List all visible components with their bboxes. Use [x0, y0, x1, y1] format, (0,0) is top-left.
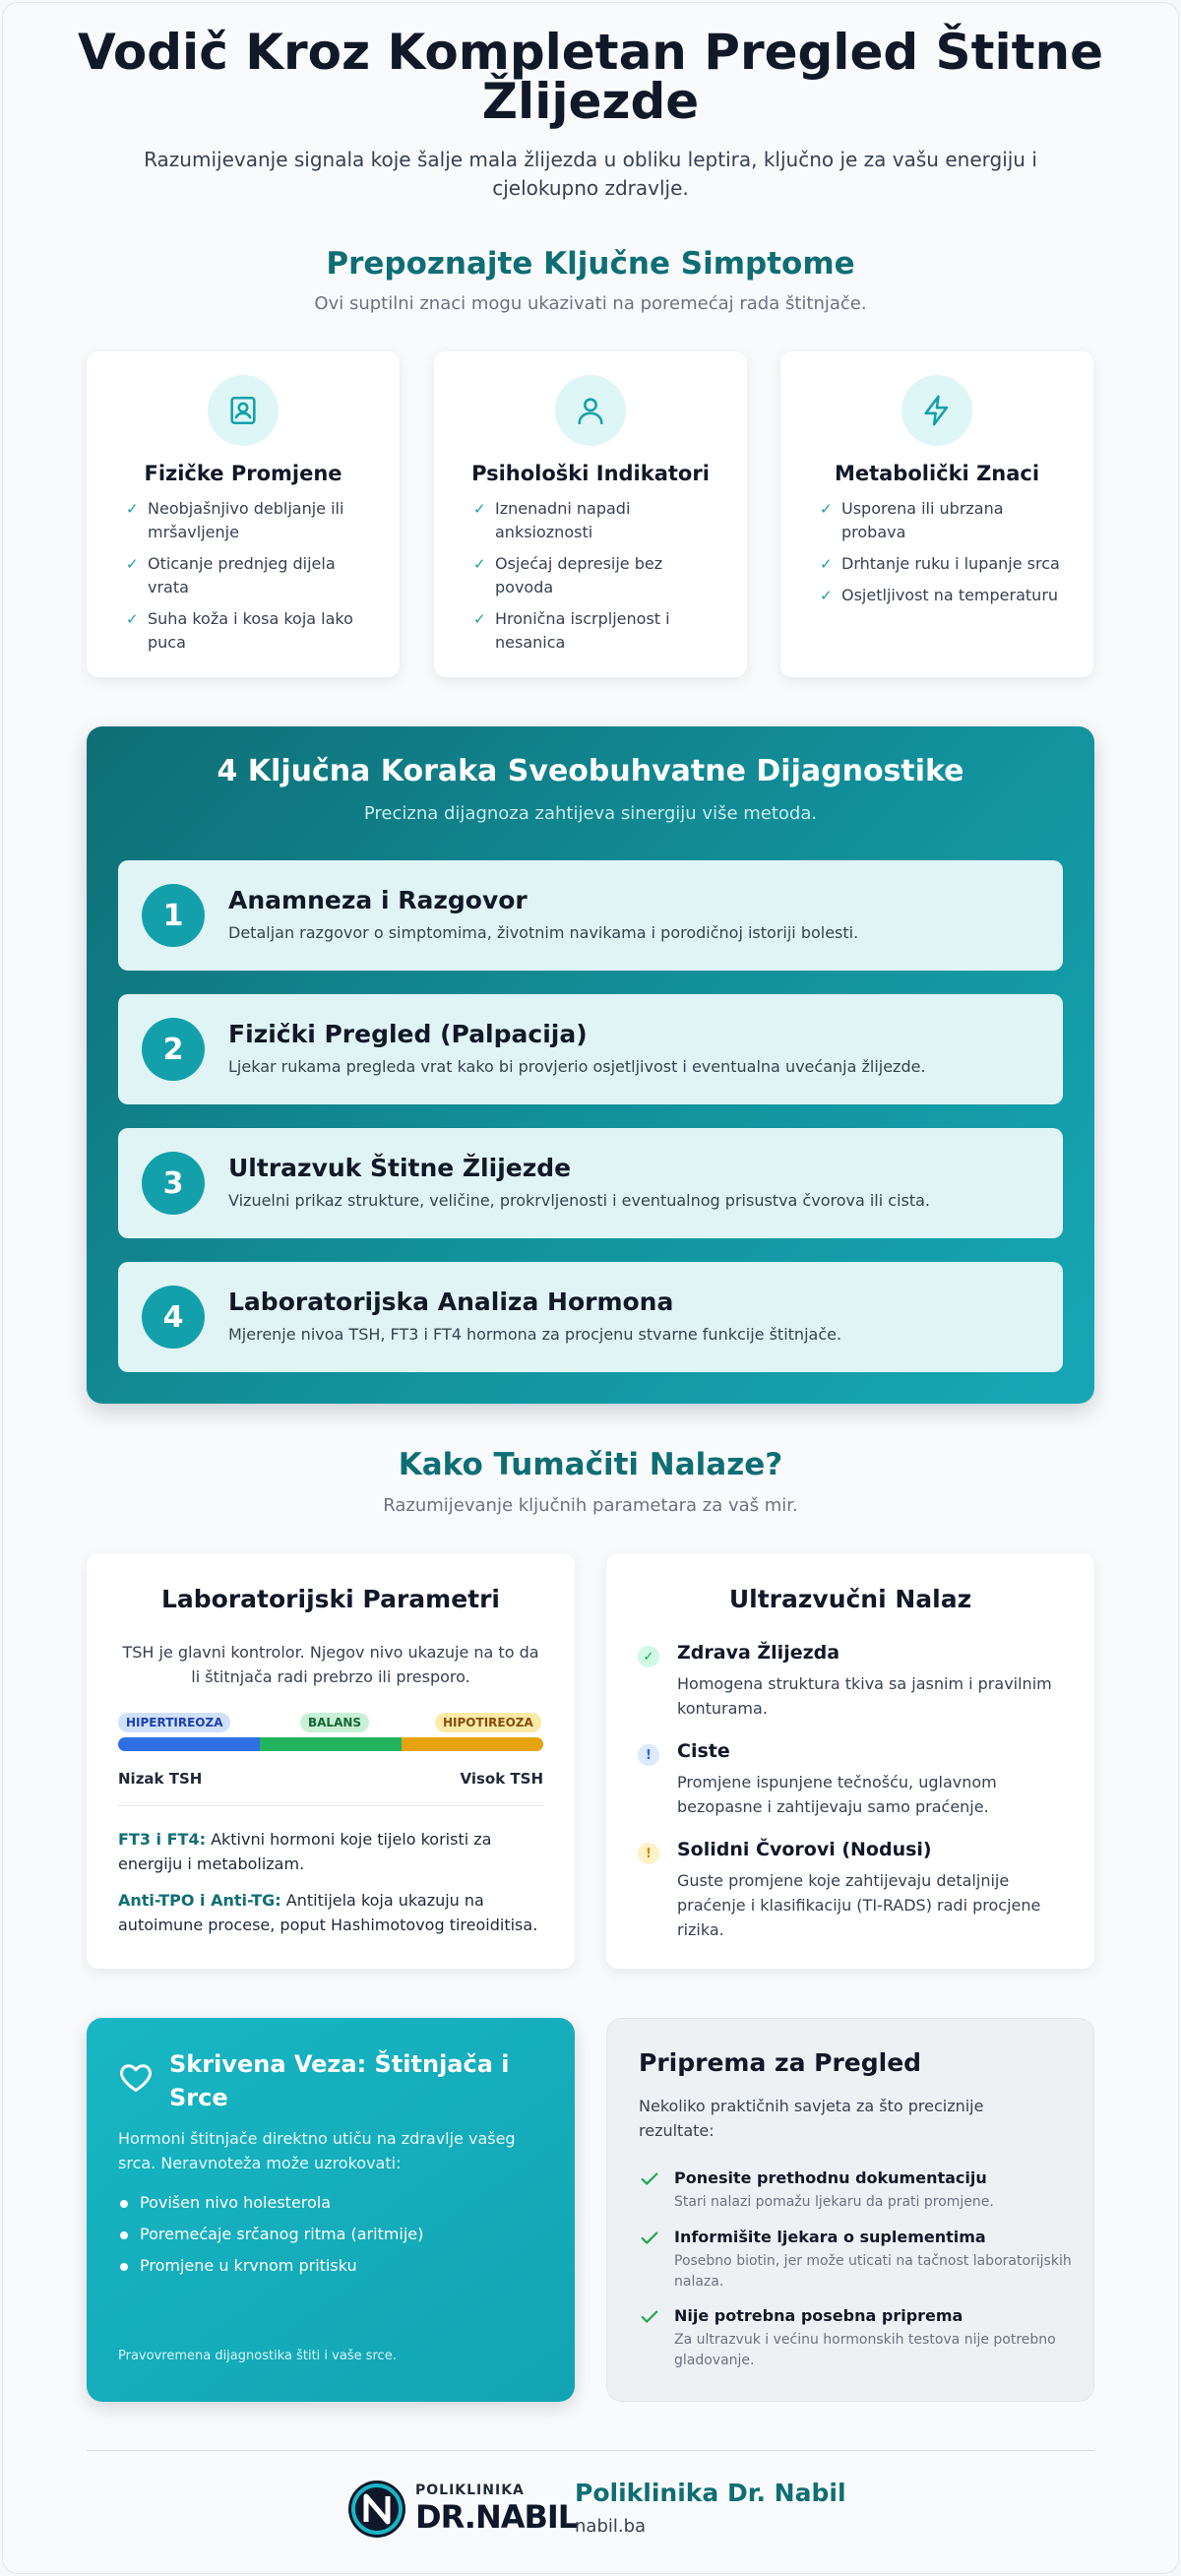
list-item: ✓ Usporena ili ubrzana probava [820, 499, 1004, 541]
list-item: Povišen nivo holesterola [118, 2187, 423, 2219]
step-card [118, 860, 1063, 971]
step-number: 3 [142, 1152, 205, 1215]
check-icon: ✓ [820, 500, 833, 518]
footer-divider [87, 2450, 1094, 2451]
prep-item-desc: Stari nalazi pomažu ljekaru da prati promjene. [674, 2194, 994, 2210]
lab-intro: TSH je glavni kontrolor. Njegov nivo ukazuje na to da li štitnjača radi prebrzo ili presporo. [122, 1643, 539, 1686]
step-number: 4 [142, 1286, 205, 1349]
check-icon: ✓ [126, 610, 139, 628]
symptom-card-physical [87, 351, 400, 677]
heart-icon [118, 2059, 154, 2095]
ultrasound-item-desc: Guste promjene koje zahtijevaju detaljnije praćenje i klasifikaciju (TI-RADS) radi procjene rizika. [677, 1871, 1041, 1939]
symptom-card-psychological [434, 351, 747, 677]
step-card [118, 1128, 1063, 1238]
diagnostic-steps-panel [87, 726, 1094, 1404]
check-icon: ✓ [638, 1646, 659, 1667]
symptoms-title: Prepoznajte Ključne Simptome [326, 246, 855, 282]
prep-item-title: Informišite ljekara o suplementima [674, 2228, 986, 2246]
ultrasound-item-desc: Homogena struktura tkiva sa jasnim i pravilnim konturama. [677, 1674, 1052, 1718]
check-icon: ✓ [473, 555, 486, 573]
check-icon [639, 2228, 660, 2249]
page-title: Vodič Kroz Kompletan Pregled Štitne Žlijezde [77, 24, 1104, 130]
check-icon: ✓ [126, 500, 139, 518]
list-item: ✓ Drhtanje ruku i lupanje srca [820, 552, 1066, 576]
prep-title: Priprema za Pregled [639, 2048, 922, 2077]
steps-title: 4 Ključna Koraka Sveobuhvatne Dijagnostike [217, 754, 964, 788]
badge-hyperthyroidism: HIPERTIREOZA [118, 1713, 230, 1732]
badge-balance: BALANS [300, 1713, 369, 1732]
ultrasound-item-title: Ciste [677, 1740, 730, 1762]
symptom-list [473, 497, 719, 662]
list-item: ✓ Oticanje prednjeg dijela vrata [126, 554, 336, 597]
logo-text-small: POLIKLINIKA [415, 2482, 525, 2498]
doctor-badge-icon [208, 375, 279, 446]
step-title: Anamneza i Razgovor [228, 886, 528, 914]
step-number: 1 [142, 884, 205, 947]
prep-item-title: Ponesite prethodnu dokumentaciju [674, 2168, 987, 2187]
ultrasound-title: Ultrazvučni Nalaz [728, 1585, 972, 1613]
lab-note-antibodies: Anti-TPO i Anti-TG: Antitijela koja ukazuju na autoimune procese, poput Hashimotovog tireoiditisa. [118, 1891, 538, 1934]
clinic-website-link[interactable]: nabil.ba [575, 2516, 647, 2537]
heart-footnote: Pravovremena dijagnostika štiti i vaše srce. [118, 2349, 397, 2363]
page-intro: Razumijevanje signala koje šalje mala žlijezda u obliku leptira, ključno je za vašu energiju i cjelokupno zdravlje. [144, 148, 1037, 200]
divider [118, 1805, 543, 1806]
symptom-card-title: Metabolički Znaci [834, 462, 1040, 485]
list-item: ✓ Osjetljivost na temperaturu [820, 584, 1066, 607]
symptom-list [126, 497, 372, 662]
heart-title: Skrivena Veza: Štitnjača i Srce [169, 2050, 510, 2111]
list-item: ✓ Osjećaj depresije bez povoda [473, 554, 663, 597]
step-description: Detaljan razgovor o simptomima, životnim navikama i porodičnoj istoriji bolesti. [228, 923, 859, 942]
step-number: 2 [142, 1018, 205, 1081]
tsh-high-label: Visok TSH [460, 1770, 543, 1788]
heart-intro: Hormoni štitnjače direktno utiču na zdravlje vašeg srca. Neravnoteža može uzrokovati: [118, 2129, 516, 2172]
check-icon [639, 2168, 660, 2190]
prep-item-desc: Za ultrazvuk i većinu hormonskih testova nije potrebno gladovanje. [674, 2332, 1056, 2368]
symptom-list [820, 497, 1066, 615]
step-description: Mjerenje nivoa TSH, FT3 i FT4 hormona za procjenu stvarne funkcije štitnjače. [228, 1325, 842, 1344]
check-icon: ✓ [820, 587, 833, 604]
check-icon [639, 2306, 660, 2328]
list-item: ✓ Neobjašnjivo debljanje ili mršavljenje [126, 499, 344, 541]
check-icon: ✓ [820, 555, 833, 573]
info-icon: ! [638, 1744, 659, 1766]
symptom-card-metabolic [780, 351, 1093, 677]
step-title: Fizički Pregled (Palpacija) [228, 1020, 588, 1048]
list-item: ✓ Iznenadni napadi anksioznosti [473, 499, 631, 541]
prep-item-desc: Posebno biotin, jer može uticati na tačnost laboratorijskih nalaza. [674, 2253, 1072, 2290]
list-item: Promjene u krvnom pritisku [118, 2250, 423, 2282]
lab-title: Laboratorijski Parametri [160, 1585, 501, 1613]
lightning-icon [901, 375, 972, 446]
symptoms-subtitle: Ovi suptilni znaci mogu ukazivati na poremećaj rada štitnjače. [314, 293, 867, 314]
warning-icon: ! [638, 1843, 659, 1864]
ultrasound-card [606, 1553, 1094, 1969]
interpretation-title: Kako Tumačiti Nalaze? [398, 1447, 783, 1482]
check-icon: ✓ [473, 500, 486, 518]
logo-mark-icon [346, 2479, 407, 2540]
prep-intro: Nekoliko praktičnih savjeta za što preciznije rezultate: [639, 2097, 984, 2140]
tsh-bar-hyper [118, 1737, 260, 1751]
ultrasound-item-title: Solidni Čvorovi (Nodusi) [677, 1839, 932, 1860]
tsh-low-label: Nizak TSH [118, 1770, 203, 1788]
list-item: Poremećaje srčanog ritma (aritmije) [118, 2219, 423, 2250]
lab-parameters-card [87, 1553, 575, 1969]
preparation-card [606, 2018, 1094, 2402]
lab-note-ft: FT3 i FT4: Aktivni hormoni koje tijelo koristi za energiju i metabolizam. [118, 1830, 492, 1873]
step-card [118, 1262, 1063, 1372]
badge-hypothyroidism: HIPOTIREOZA [435, 1713, 541, 1732]
step-description: Vizuelni prikaz strukture, veličine, prokrvljenosti i eventualnog prisustva čvorova ili cista. [228, 1191, 931, 1210]
thyroid-heart-card [87, 2018, 575, 2402]
symptom-card-title: Psihološki Indikatori [471, 462, 710, 485]
step-title: Laboratorijska Analiza Hormona [228, 1288, 674, 1316]
ultrasound-item-title: Zdrava Žlijezda [677, 1642, 840, 1664]
person-icon [555, 375, 626, 446]
tsh-bar-hypo [402, 1737, 543, 1751]
interpretation-subtitle: Razumijevanje ključnih parametara za vaš mir. [383, 1495, 798, 1516]
clinic-logo[interactable] [346, 2479, 578, 2540]
check-icon: ✓ [473, 610, 486, 628]
step-title: Ultrazvuk Štitne Žlijezde [228, 1154, 572, 1182]
step-card [118, 994, 1063, 1104]
list-item: ✓ Hronična iscrpljenost i nesanica [473, 609, 670, 652]
ultrasound-item-desc: Promjene ispunjene tečnošću, uglavnom bezopasne i zahtijevaju samo praćenje. [677, 1773, 997, 1816]
symptom-card-title: Fizičke Promjene [144, 462, 342, 485]
step-description: Ljekar rukama pregleda vrat kako bi provjerio osjetljivost i eventualna uvećanja žlijezde. [228, 1057, 926, 1076]
prep-item-title: Nije potrebna posebna priprema [674, 2306, 963, 2325]
steps-subtitle: Precizna dijagnoza zahtijeva sinergiju više metoda. [363, 803, 818, 824]
clinic-name: Poliklinika Dr. Nabil [575, 2479, 846, 2507]
list-item: ✓ Suha koža i kosa koja lako puca [126, 609, 353, 652]
check-icon: ✓ [126, 555, 139, 573]
tsh-bar-balance [260, 1737, 402, 1751]
logo-text-big: DR.NABIL [415, 2498, 578, 2536]
heart-effects-list [118, 2187, 423, 2282]
